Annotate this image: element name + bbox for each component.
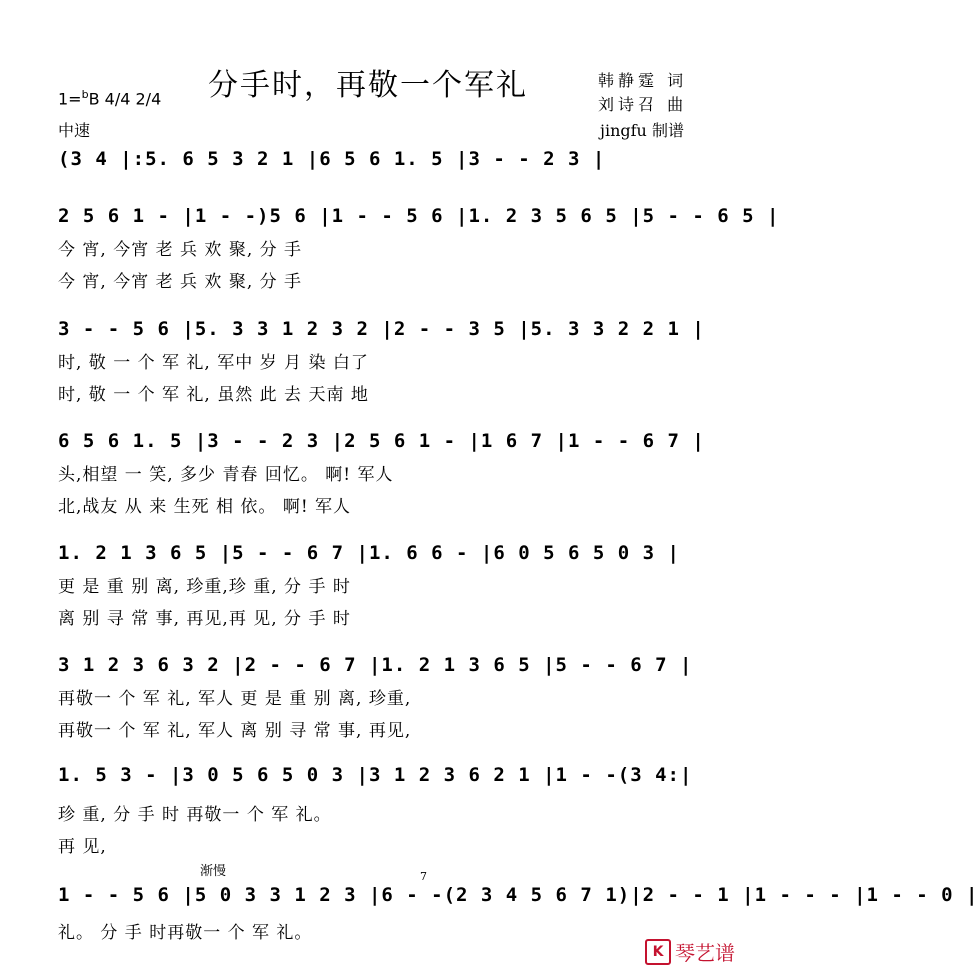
key-note: B bbox=[88, 89, 100, 109]
tuplet-number: 7 bbox=[420, 870, 427, 883]
notation-line: 2 5 6 1 - |1 - -)5 6 |1 - - 5 6 |1. 2 3 5 6 5 |5 - - 6 5 | bbox=[58, 205, 780, 227]
lyric-verse-1: 更 是 重 别 离, 珍重,珍 重, 分 手 时 bbox=[58, 577, 351, 597]
logo-mark: K bbox=[645, 939, 671, 965]
notation-line: 6 5 6 1. 5 |3 - - 2 3 |2 5 6 1 - |1 6 7 |1 - - 6 7 | bbox=[58, 430, 705, 452]
lyric-verse-2: 再 见, bbox=[58, 837, 107, 857]
tempo-marking: 中速 bbox=[58, 121, 91, 140]
key-prefix: 1= bbox=[58, 89, 82, 109]
lyric-verse-1: 今 宵, 今宵 老 兵 欢 聚, 分 手 bbox=[58, 240, 303, 260]
lyric-verse-1: 时, 敬 一 个 军 礼, 军中 岁 月 染 白了 bbox=[58, 353, 369, 373]
song-title: 分手时，再敬一个军礼 bbox=[208, 68, 528, 103]
time-signature: 4/4 2/4 bbox=[104, 89, 162, 109]
notation-line: 1. 2 1 3 6 5 |5 - - 6 7 |1. 6 6 - |6 0 5 6 5 0 3 | bbox=[58, 542, 680, 564]
notation-line: 1. 5 3 - |3 0 5 6 5 0 3 |3 1 2 3 6 2 1 |1 - -(3 4:| bbox=[58, 764, 693, 786]
key-flat: b bbox=[81, 88, 89, 101]
lyric-verse-1: 头,相望 一 笑, 多少 青春 回忆。 啊! 军人 bbox=[58, 465, 394, 485]
lyric-verse-2: 今 宵, 今宵 老 兵 欢 聚, 分 手 bbox=[58, 272, 303, 292]
key-signature bbox=[58, 88, 161, 108]
lyric-verse-1: 再敬一 个 军 礼, 军人 更 是 重 别 离, 珍重, bbox=[58, 689, 412, 709]
lyric-verse-2: 时, 敬 一 个 军 礼, 虽然 此 去 天南 地 bbox=[58, 385, 369, 405]
lyric-verse-2: 离 别 寻 常 事, 再见,再 见, 分 手 时 bbox=[58, 609, 351, 629]
lyric-verse-2: 再敬一 个 军 礼, 军人 离 别 寻 常 事, 再见, bbox=[58, 721, 412, 741]
arranger-credit: jingfu 制谱 bbox=[600, 121, 684, 140]
lyricist-credit: 韩静霆 词 bbox=[598, 71, 688, 90]
notation-line: 3 - - 5 6 |5. 3 3 1 2 3 2 |2 - - 3 5 |5. 3 3 2 2 1 | bbox=[58, 318, 705, 340]
lyric-verse-2: 北,战友 从 来 生死 相 依。 啊! 军人 bbox=[58, 497, 352, 517]
tempo-change-marking: 渐慢 bbox=[200, 864, 227, 879]
composer-credit: 刘诗召 曲 bbox=[598, 95, 688, 114]
lyric-verse-1: 礼。 分 手 时再敬一 个 军 礼。 bbox=[58, 923, 313, 943]
notation-line: (3 4 |:5. 6 5 3 2 1 |6 5 6 1. 5 |3 - - 2 3 | bbox=[58, 148, 606, 170]
lyric-verse-1: 珍 重, 分 手 时 再敬一 个 军 礼。 bbox=[58, 805, 332, 825]
notation-line: 1 - - 5 6 |5 0 3 3 1 2 3 |6 - -(2 3 4 5 6 7 1)|2 - - 1 |1 - - - |1 - - 0 | bbox=[58, 884, 978, 906]
watermark-logo bbox=[645, 937, 735, 966]
logo-text: 琴艺谱 bbox=[675, 941, 735, 965]
notation-line: 3 1 2 3 6 3 2 |2 - - 6 7 |1. 2 1 3 6 5 |5 - - 6 7 | bbox=[58, 654, 693, 676]
